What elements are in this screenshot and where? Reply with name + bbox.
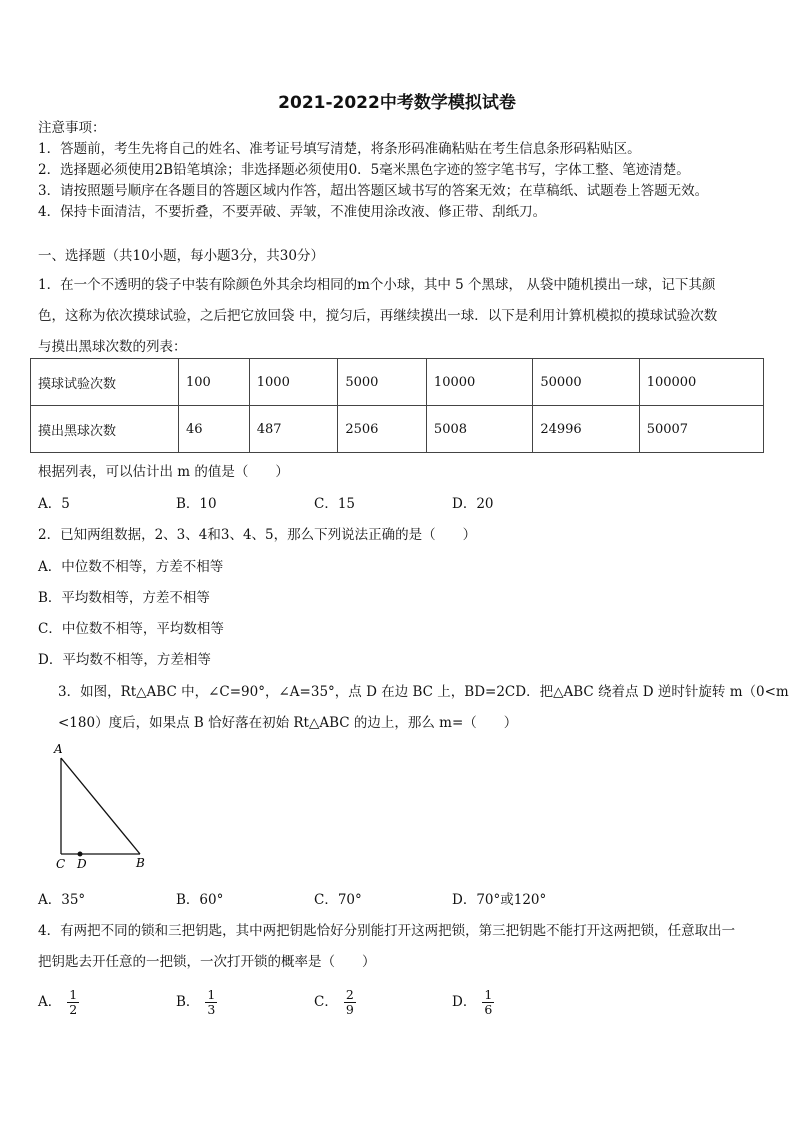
numerator: 1 <box>69 987 78 1002</box>
denominator: 6 <box>484 1002 493 1017</box>
table-cell: 5000 <box>338 359 427 406</box>
q3-line-2: <180）度后，如果点 B 恰好落在初始 Rt△ABC 的边上，那么 m=（ ） <box>58 715 518 731</box>
option-label: A． <box>38 994 62 1010</box>
q2-stem: 2．已知两组数据，2、3、4和3、4、5，那么下列说法正确的是（ ） <box>38 527 477 543</box>
fraction <box>482 988 494 1017</box>
q1-option-c: C．15 <box>314 496 356 512</box>
denominator: 9 <box>345 1002 354 1017</box>
denominator: 3 <box>207 1002 216 1017</box>
label-c: C <box>56 857 66 871</box>
option-label: B． <box>176 994 200 1010</box>
q3-option-a: A．35° <box>38 892 86 908</box>
note-item-2: 2．选择题必须使用2B铅笔填涂；非选择题必须使用0．5毫米黑色字迹的签字笔书写，字体工整、笔迹清楚。 <box>38 162 690 178</box>
note-item-4: 4．保持卡面清洁，不要折叠，不要弄破、弄皱，不准使用涂改液、修正带、刮纸刀。 <box>38 204 547 220</box>
note-item-1: 1．答题前，考生先将自己的姓名、准考证号填写清楚，将条形码准确粘贴在考生信息条形码粘贴区。 <box>38 141 641 157</box>
q1-line-1: 1．在一个不透明的袋子中装有除颜色外其余均相同的m个小球，其中 5 个黑球， 从袋中随机摸出一球，记下其颜 <box>38 277 716 293</box>
note-item-3: 3．请按照题号顺序在各题目的答题区域内作答，超出答题区域书写的答案无效；在草稿纸、试题卷上答题无效。 <box>38 183 709 199</box>
q3-option-c: C．70° <box>314 892 362 908</box>
table-row <box>31 359 764 406</box>
fraction <box>205 988 217 1017</box>
q3-triangle-figure <box>50 744 150 872</box>
q1-line-3: 与摸出黑球次数的列表： <box>38 339 187 355</box>
label-b: B <box>136 856 145 870</box>
table-cell: 50007 <box>639 406 763 453</box>
label-a: A <box>54 744 63 756</box>
q1-option-d: D．20 <box>452 496 494 512</box>
q1-line-2: 色，这称为依次摸球试验，之后把它放回袋 中，搅匀后，再继续摸出一球．以下是利用计算机模拟的摸球试验次数 <box>38 308 718 324</box>
numerator: 2 <box>345 987 354 1002</box>
table-cell: 10000 <box>426 359 532 406</box>
table-cell: 24996 <box>533 406 639 453</box>
numerator: 1 <box>207 987 216 1002</box>
table-cell: 1000 <box>249 359 338 406</box>
q1-option-a: A．5 <box>38 496 70 512</box>
table-row <box>31 406 764 453</box>
table-cell: 46 <box>179 406 250 453</box>
option-label: D． <box>452 994 477 1010</box>
denominator: 2 <box>69 1002 78 1017</box>
q1-data-table <box>30 358 764 453</box>
notes-heading: 注意事项： <box>38 120 106 136</box>
fraction <box>344 988 356 1017</box>
q4-line-1: 4．有两把不同的锁和三把钥匙，其中两把钥匙恰好分别能打开这两把锁，第三把钥匙不能打开这两把锁，任意取出一 <box>38 923 736 939</box>
option-label: C． <box>314 994 338 1010</box>
table-cell: 5008 <box>426 406 532 453</box>
table-cell: 100 <box>179 359 250 406</box>
table-cell: 2506 <box>338 406 427 453</box>
numerator: 1 <box>484 987 493 1002</box>
q2-option-a: A．中位数不相等，方差不相等 <box>38 559 224 575</box>
q4-line-2: 把钥匙去开任意的一把锁，一次打开锁的概率是（ ） <box>38 954 376 970</box>
page-title: 2021-2022中考数学模拟试卷 <box>278 93 516 113</box>
table-cell: 摸球试验次数 <box>31 359 179 406</box>
table-cell: 100000 <box>639 359 763 406</box>
table-cell: 50000 <box>533 359 639 406</box>
q2-option-d: D．平均数不相等，方差相等 <box>38 652 211 668</box>
side-ab <box>61 758 140 854</box>
fraction <box>67 988 79 1017</box>
label-d: D <box>77 857 87 871</box>
q2-option-b: B．平均数相等，方差不相等 <box>38 590 210 606</box>
q1-option-b: B．10 <box>176 496 217 512</box>
q3-option-b: B．60° <box>176 892 224 908</box>
point-d-dot <box>78 852 83 857</box>
table-cell: 487 <box>249 406 338 453</box>
table-cell: 摸出黑球次数 <box>31 406 179 453</box>
q4-option-a <box>38 988 79 1017</box>
q4-option-b <box>176 988 217 1017</box>
q4-option-d <box>452 988 494 1017</box>
q4-option-c <box>314 988 356 1017</box>
q3-line-1: 3．如图，Rt△ABC 中，∠C=90°，∠A=35°，点 D 在边 BC 上，BD=2CD．把△ABC 绕着点 D 逆时针旋转 m（0<m <box>58 684 789 700</box>
q3-option-d: D．70°或120° <box>452 892 547 908</box>
section-heading: 一、选择题（共10小题，每小题3分，共30分） <box>38 248 324 264</box>
q2-option-c: C．中位数不相等，平均数相等 <box>38 621 224 637</box>
q1-after-text: 根据列表，可以估计出 m 的值是（ ） <box>38 464 289 480</box>
